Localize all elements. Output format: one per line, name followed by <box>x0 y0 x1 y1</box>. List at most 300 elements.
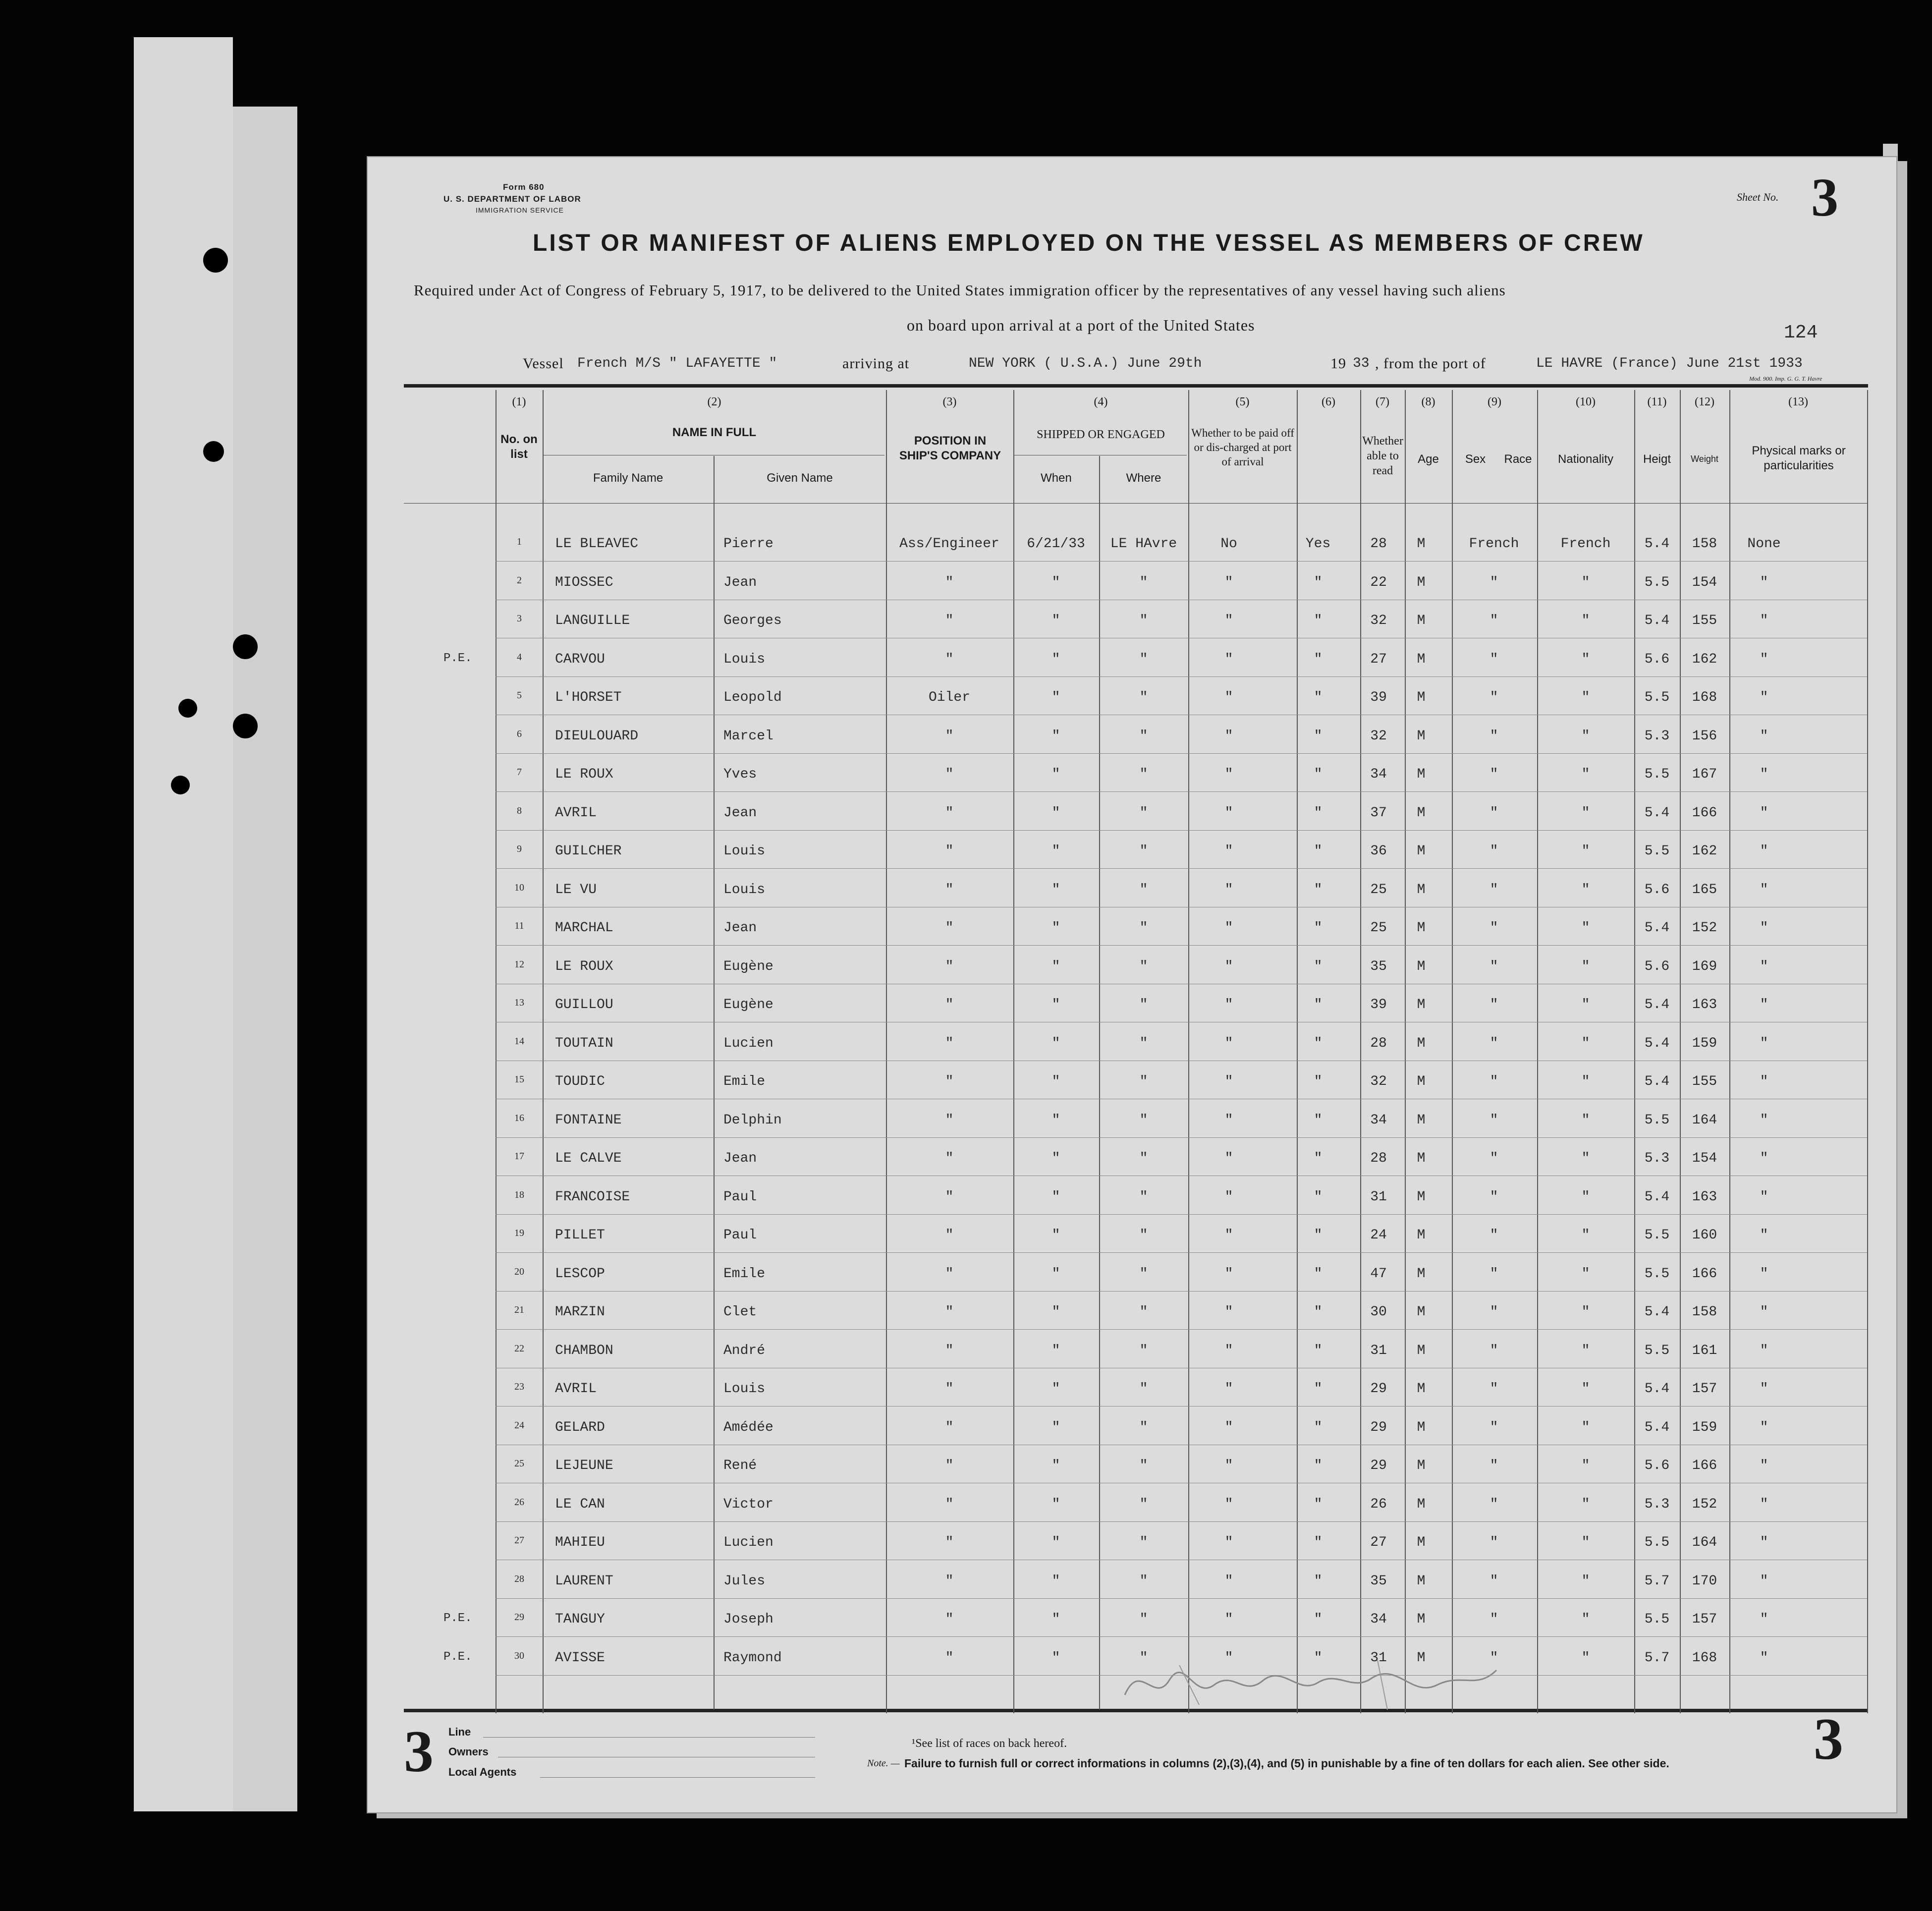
paid-off: " <box>1224 997 1233 1012</box>
shipped-where: " <box>1139 690 1148 705</box>
able-to-read: " <box>1314 1381 1323 1397</box>
family-name: CHAMBON <box>555 1343 613 1358</box>
row-number: 30 <box>514 1650 524 1661</box>
row-rule <box>496 945 1867 946</box>
shipped-when: " <box>1051 1573 1060 1589</box>
able-to-read: " <box>1314 958 1323 974</box>
from-port-label: , from the port of <box>1375 355 1486 372</box>
header-nationality: Nationality <box>1557 452 1614 466</box>
age: 25 <box>1370 882 1387 898</box>
row-rule <box>496 561 1867 562</box>
nationality: " <box>1581 1573 1590 1589</box>
shipped-where: " <box>1139 728 1148 744</box>
printer-note: Mod. 900. Imp. G. G. T. Havre <box>1749 375 1822 382</box>
position: " <box>945 1381 954 1397</box>
paid-off: " <box>1224 1650 1233 1666</box>
paid-off: " <box>1224 1573 1233 1589</box>
shipped-when: " <box>1051 1074 1060 1089</box>
physical-marks: " <box>1760 1112 1768 1128</box>
physical-marks: " <box>1760 1458 1768 1473</box>
sex: M <box>1417 1496 1426 1512</box>
race: " <box>1490 1496 1498 1512</box>
given-name: Yves <box>723 767 757 782</box>
position: " <box>945 1035 954 1051</box>
paid-off: " <box>1224 1074 1233 1089</box>
shipped-when: " <box>1051 690 1060 705</box>
header-family-name: Family Name <box>593 471 663 485</box>
row-annotation: P.E. <box>443 1650 472 1664</box>
row-rule <box>496 1291 1867 1292</box>
row-rule <box>496 676 1867 677</box>
sex: M <box>1417 882 1426 898</box>
punch-hole <box>203 441 224 462</box>
physical-marks: None <box>1747 536 1781 552</box>
physical-marks: " <box>1760 767 1768 782</box>
height: 5.6 <box>1644 651 1670 667</box>
family-name: CARVOU <box>555 651 605 667</box>
weight: 157 <box>1692 1612 1717 1627</box>
family-name: LE ROUX <box>555 767 613 782</box>
race: " <box>1490 843 1498 859</box>
height: 5.4 <box>1644 1074 1670 1089</box>
height: 5.5 <box>1644 843 1670 859</box>
physical-marks: " <box>1760 1573 1768 1589</box>
row-number: 20 <box>514 1266 524 1277</box>
position: " <box>945 1650 954 1666</box>
race: " <box>1490 1612 1498 1627</box>
nationality: " <box>1581 1535 1590 1550</box>
shipped-when: " <box>1051 1535 1060 1550</box>
form-number: Form 680 <box>503 182 545 192</box>
required-text-line1: Required under Act of Congress of February 5, 1917, to be delivered to the United States immigration officer by the representatives of any vessel having such aliens <box>414 281 1506 299</box>
paid-off: " <box>1224 1381 1233 1397</box>
physical-marks: " <box>1760 805 1768 821</box>
column-divider <box>496 390 497 1713</box>
shipped-where: " <box>1139 1573 1148 1589</box>
height: 5.5 <box>1644 690 1670 705</box>
shipped-where: " <box>1139 1343 1148 1358</box>
column-number: (6) <box>1322 395 1335 408</box>
able-to-read: " <box>1314 1228 1323 1243</box>
weight: 166 <box>1692 1458 1717 1473</box>
column-number: (7) <box>1376 395 1389 408</box>
paid-off: " <box>1224 1035 1233 1051</box>
row-rule <box>496 830 1867 831</box>
header-where: Where <box>1126 471 1161 485</box>
given-name: Clet <box>723 1304 757 1320</box>
paid-off: " <box>1224 1343 1233 1358</box>
nationality: " <box>1581 1112 1590 1128</box>
shipped-where: " <box>1139 997 1148 1012</box>
race: " <box>1490 613 1498 628</box>
family-name: FRANCOISE <box>555 1189 630 1205</box>
able-to-read: " <box>1314 1573 1323 1589</box>
position: " <box>945 997 954 1012</box>
able-to-read: " <box>1314 1650 1323 1666</box>
age: 34 <box>1370 767 1387 782</box>
position: Oiler <box>928 690 970 705</box>
able-to-read: " <box>1314 997 1323 1012</box>
able-to-read: " <box>1314 767 1323 782</box>
height: 5.4 <box>1644 997 1670 1012</box>
paid-off: " <box>1224 920 1233 936</box>
paid-off: " <box>1224 1535 1233 1550</box>
shipped-when: " <box>1051 1112 1060 1128</box>
row-number: 22 <box>514 1343 524 1354</box>
row-number: 18 <box>514 1189 524 1200</box>
able-to-read: " <box>1314 728 1323 744</box>
nationality: " <box>1581 1304 1590 1320</box>
given-name: Louis <box>723 1381 766 1397</box>
position: " <box>945 1419 954 1435</box>
paid-off: " <box>1224 651 1233 667</box>
nationality: " <box>1581 805 1590 821</box>
race: " <box>1490 651 1498 667</box>
sex: M <box>1417 1381 1426 1397</box>
shipped-when: " <box>1051 1458 1060 1473</box>
given-name: Leopold <box>723 690 782 705</box>
paid-off: " <box>1224 1612 1233 1627</box>
row-annotation: P.E. <box>443 651 472 665</box>
row-number: 23 <box>514 1381 524 1392</box>
weight: 169 <box>1692 958 1717 974</box>
row-number: 5 <box>517 690 522 701</box>
row-rule <box>496 868 1867 869</box>
paid-off: " <box>1224 882 1233 898</box>
height: 5.4 <box>1644 536 1670 552</box>
race: " <box>1490 1381 1498 1397</box>
position: " <box>945 1458 954 1473</box>
able-to-read: " <box>1314 651 1323 667</box>
sex: M <box>1417 1266 1426 1282</box>
row-number: 27 <box>514 1535 524 1546</box>
family-name: LAURENT <box>555 1573 613 1589</box>
nationality: " <box>1581 1151 1590 1166</box>
header-when: When <box>1041 471 1072 485</box>
weight: 165 <box>1692 882 1717 898</box>
race: " <box>1490 1458 1498 1473</box>
race: " <box>1490 805 1498 821</box>
weight: 166 <box>1692 1266 1717 1282</box>
row-rule <box>496 1137 1867 1138</box>
given-name: Louis <box>723 843 766 859</box>
given-name: Louis <box>723 882 766 898</box>
row-number: 11 <box>514 920 524 931</box>
nationality: " <box>1581 574 1590 590</box>
row-number: 13 <box>514 997 524 1008</box>
sex: M <box>1417 1419 1426 1435</box>
paid-off: " <box>1224 690 1233 705</box>
physical-marks: " <box>1760 1189 1768 1205</box>
punch-hole <box>233 714 258 738</box>
physical-marks: " <box>1760 1343 1768 1358</box>
shipped-where: " <box>1139 805 1148 821</box>
column-divider <box>1867 390 1868 1713</box>
weight: 152 <box>1692 920 1717 936</box>
given-name: Paul <box>723 1228 757 1243</box>
row-number: 24 <box>514 1419 524 1431</box>
row-rule <box>496 1329 1867 1330</box>
given-name: Lucien <box>723 1535 773 1550</box>
age: 31 <box>1370 1343 1387 1358</box>
age: 26 <box>1370 1496 1387 1512</box>
column-divider <box>543 390 544 1713</box>
family-name: LE CALVE <box>555 1151 622 1166</box>
shipped-when: " <box>1051 805 1060 821</box>
shipped-where: " <box>1139 920 1148 936</box>
family-name: LE VU <box>555 882 597 898</box>
paid-off: " <box>1224 1112 1233 1128</box>
given-name: Marcel <box>723 728 773 744</box>
height: 5.4 <box>1644 613 1670 628</box>
position: " <box>945 574 954 590</box>
sex: M <box>1417 613 1426 628</box>
shipped-where: " <box>1139 1151 1148 1166</box>
age: 34 <box>1370 1612 1387 1627</box>
shipped-where: " <box>1139 1189 1148 1205</box>
nationality: " <box>1581 651 1590 667</box>
row-number: 21 <box>514 1304 524 1315</box>
shipped-when: " <box>1051 1266 1060 1282</box>
row-number: 16 <box>514 1112 524 1124</box>
race: " <box>1490 1228 1498 1243</box>
nationality: " <box>1581 1496 1590 1512</box>
shipped-where: " <box>1139 767 1148 782</box>
position: " <box>945 1304 954 1320</box>
race: " <box>1490 1151 1498 1166</box>
row-number: 17 <box>514 1151 524 1162</box>
column-number: (2) <box>707 395 721 408</box>
weight: 168 <box>1692 1650 1717 1666</box>
position: " <box>945 1228 954 1243</box>
sex: M <box>1417 1343 1426 1358</box>
paid-off: " <box>1224 613 1233 628</box>
age: 31 <box>1370 1650 1387 1666</box>
height: 5.7 <box>1644 1573 1670 1589</box>
header-able-to-read: Whether able to read <box>1362 435 1403 477</box>
age: 27 <box>1370 1535 1387 1550</box>
sheet-number: 3 <box>1811 167 1838 227</box>
able-to-read: " <box>1314 1458 1323 1473</box>
race: " <box>1490 882 1498 898</box>
shipped-when: " <box>1051 1419 1060 1435</box>
sex: M <box>1417 1151 1426 1166</box>
family-name: LESCOP <box>555 1266 605 1282</box>
paid-off: " <box>1224 1228 1233 1243</box>
nationality: " <box>1581 1650 1590 1666</box>
height: 5.4 <box>1644 1304 1670 1320</box>
column-number: (11) <box>1647 395 1667 408</box>
family-name: LE CAN <box>555 1496 605 1512</box>
weight: 158 <box>1692 536 1717 552</box>
shipped-where: " <box>1139 1496 1148 1512</box>
age: 35 <box>1370 958 1387 974</box>
nationality: " <box>1581 728 1590 744</box>
age: 32 <box>1370 1074 1387 1089</box>
header-weight: Weight <box>1691 454 1718 464</box>
nationality: " <box>1581 843 1590 859</box>
shipped-when: " <box>1051 1189 1060 1205</box>
physical-marks: " <box>1760 882 1768 898</box>
able-to-read: " <box>1314 920 1323 936</box>
position: " <box>945 613 954 628</box>
weight: 159 <box>1692 1035 1717 1051</box>
age: 35 <box>1370 1573 1387 1589</box>
height: 5.7 <box>1644 1650 1670 1666</box>
shipped-when: 6/21/33 <box>1027 536 1085 552</box>
able-to-read: " <box>1314 1112 1323 1128</box>
race: " <box>1490 1343 1498 1358</box>
physical-marks: " <box>1760 690 1768 705</box>
family-name: LANGUILLE <box>555 613 630 628</box>
sex: M <box>1417 920 1426 936</box>
row-number: 26 <box>514 1496 524 1508</box>
given-name: Pierre <box>723 536 773 552</box>
shipped-when: " <box>1051 882 1060 898</box>
department-name: U. S. DEPARTMENT OF LABOR <box>443 194 581 204</box>
height: 5.5 <box>1644 767 1670 782</box>
column-number: (12) <box>1695 395 1714 408</box>
family-name: LE BLEAVEC <box>555 536 639 552</box>
year-suffix: 33 <box>1353 356 1370 371</box>
given-name: Raymond <box>723 1650 782 1666</box>
weight: 155 <box>1692 1074 1717 1089</box>
header-sex: Sex <box>1465 452 1486 466</box>
shipped-when: " <box>1051 958 1060 974</box>
paid-off: " <box>1224 1151 1233 1166</box>
nationality: " <box>1581 1266 1590 1282</box>
given-name: Amédée <box>723 1419 773 1435</box>
physical-marks: " <box>1760 574 1768 590</box>
nationality: French <box>1560 536 1611 552</box>
height: 5.5 <box>1644 1112 1670 1128</box>
header-divider <box>404 503 1868 504</box>
nationality: " <box>1581 1419 1590 1435</box>
sex: M <box>1417 805 1426 821</box>
weight: 155 <box>1692 613 1717 628</box>
family-name: LE ROUX <box>555 958 613 974</box>
age: 34 <box>1370 1112 1387 1128</box>
given-name: René <box>723 1458 757 1473</box>
weight: 152 <box>1692 1496 1717 1512</box>
race: " <box>1490 958 1498 974</box>
physical-marks: " <box>1760 920 1768 936</box>
column-number: (4) <box>1094 395 1108 408</box>
sex: M <box>1417 767 1426 782</box>
sex: M <box>1417 728 1426 744</box>
weight: 160 <box>1692 1228 1717 1243</box>
position: " <box>945 1189 954 1205</box>
able-to-read: " <box>1314 1266 1323 1282</box>
height: 5.4 <box>1644 1189 1670 1205</box>
race: " <box>1490 728 1498 744</box>
height: 5.3 <box>1644 1151 1670 1166</box>
race: " <box>1490 690 1498 705</box>
note-label: Note. — <box>867 1758 900 1769</box>
age: 27 <box>1370 651 1387 667</box>
physical-marks: " <box>1760 997 1768 1012</box>
physical-marks: " <box>1760 1535 1768 1550</box>
height: 5.6 <box>1644 882 1670 898</box>
paid-off: No <box>1220 536 1237 552</box>
row-number: 1 <box>517 536 522 547</box>
family-name: GUILLOU <box>555 997 613 1012</box>
able-to-read: " <box>1314 574 1323 590</box>
family-name: TOUTAIN <box>555 1035 613 1051</box>
height: 5.4 <box>1644 1381 1670 1397</box>
age: 28 <box>1370 1151 1387 1166</box>
position: " <box>945 1573 954 1589</box>
position: " <box>945 882 954 898</box>
signature <box>1120 1650 1526 1715</box>
height: 5.3 <box>1644 728 1670 744</box>
arriving-port: NEW YORK ( U.S.A.) June 29th <box>969 356 1202 371</box>
header-race-label: Race <box>1504 452 1532 466</box>
given-name: Georges <box>723 613 782 628</box>
height: 5.5 <box>1644 574 1670 590</box>
age: 28 <box>1370 536 1387 552</box>
weight: 164 <box>1692 1112 1717 1128</box>
able-to-read: " <box>1314 882 1323 898</box>
shipped-when: " <box>1051 1228 1060 1243</box>
weight: 156 <box>1692 728 1717 744</box>
from-port: LE HAVRE (France) June 21st 1933 <box>1536 356 1803 371</box>
race: " <box>1490 997 1498 1012</box>
shipped-where: " <box>1139 1381 1148 1397</box>
row-annotation: P.E. <box>443 1612 472 1625</box>
family-name: MARCHAL <box>555 920 613 936</box>
physical-marks: " <box>1760 1381 1768 1397</box>
age: 24 <box>1370 1228 1387 1243</box>
sex: M <box>1417 1458 1426 1473</box>
shipped-where: " <box>1139 1074 1148 1089</box>
row-number: 9 <box>517 843 522 854</box>
height: 5.5 <box>1644 1343 1670 1358</box>
punch-hole <box>178 699 197 718</box>
nationality: " <box>1581 1228 1590 1243</box>
position: " <box>945 1074 954 1089</box>
family-name: FONTAINE <box>555 1112 622 1128</box>
sex: M <box>1417 1035 1426 1051</box>
position: " <box>945 1266 954 1282</box>
given-name: André <box>723 1343 766 1358</box>
sheet-number-bottom-right: 3 <box>1814 1706 1843 1772</box>
column-number: (1) <box>512 395 526 408</box>
physical-marks: " <box>1760 1304 1768 1320</box>
height: 5.6 <box>1644 1458 1670 1473</box>
race: " <box>1490 1074 1498 1089</box>
header-position: POSITION IN SHIP'S COMPANY <box>899 434 1001 462</box>
row-number: 7 <box>517 767 522 778</box>
able-to-read: " <box>1314 805 1323 821</box>
punch-hole <box>203 248 228 273</box>
able-to-read: " <box>1314 1074 1323 1089</box>
nationality: " <box>1581 882 1590 898</box>
race: " <box>1490 1650 1498 1666</box>
position: " <box>945 958 954 974</box>
row-number: 3 <box>517 613 522 624</box>
able-to-read: " <box>1314 690 1323 705</box>
stamp-number: 124 <box>1784 322 1818 343</box>
family-name: MARZIN <box>555 1304 605 1320</box>
shipped-where: " <box>1139 1228 1148 1243</box>
age: 30 <box>1370 1304 1387 1320</box>
nationality: " <box>1581 767 1590 782</box>
physical-marks: " <box>1760 1612 1768 1627</box>
family-name: TOUDIC <box>555 1074 605 1089</box>
nationality: " <box>1581 1343 1590 1358</box>
shipped-when: " <box>1051 574 1060 590</box>
